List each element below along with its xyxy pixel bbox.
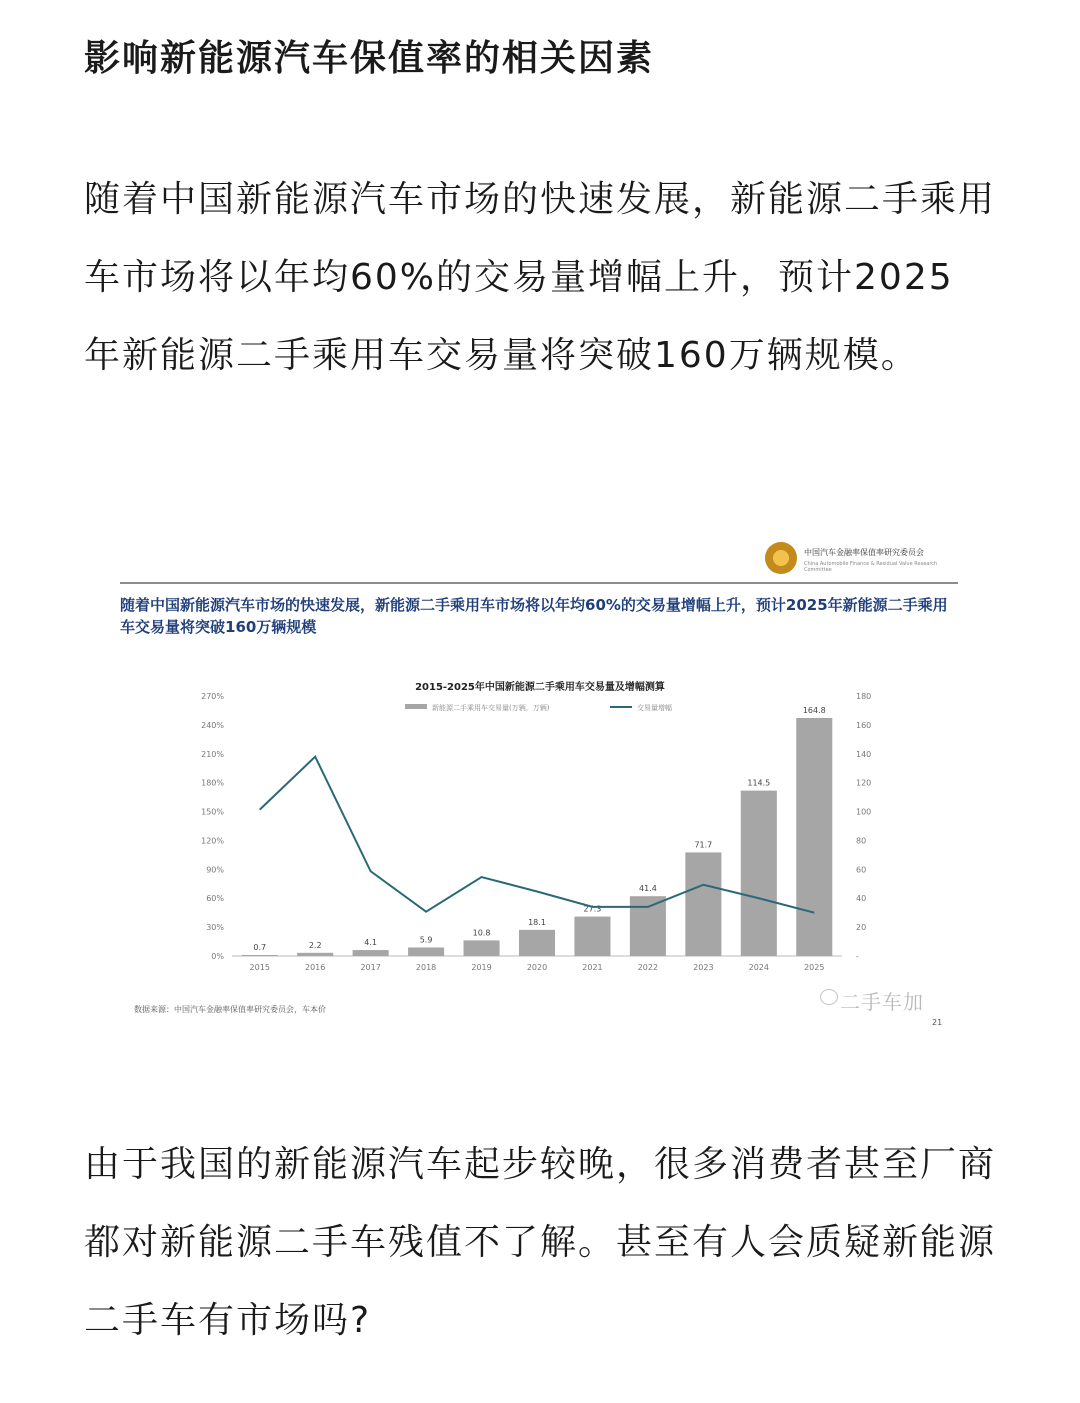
x-tick-label: 2024: [748, 963, 769, 972]
left-tick-label: 90%: [206, 865, 224, 875]
left-tick-label: 150%: [201, 807, 224, 817]
bar-value-label: 18.1: [528, 917, 546, 927]
x-tick-label: 2016: [305, 963, 326, 972]
bar: [574, 917, 610, 956]
left-axis-ticks: [201, 692, 224, 961]
left-tick-label: 60%: [206, 894, 224, 904]
right-tick-label: 80: [856, 836, 867, 846]
x-tick-label: 2017: [360, 963, 381, 972]
report-slide-image: [120, 530, 960, 1030]
chart-title: 2015-2025年中国新能源二手乘用车交易量及增幅测算: [415, 682, 665, 693]
article-paragraph-1: 随着中国新能源汽车市场的快速发展，新能源二手乘用车市场将以年均60%的交易量增幅上升，预计2025 年新能源二手乘用车交易量将突破160万辆规模。: [84, 179, 997, 376]
left-tick-label: 210%: [201, 749, 224, 759]
bar: [353, 950, 389, 956]
right-tick-label: 160: [856, 720, 872, 730]
bar-value-label: 5.9: [419, 935, 433, 945]
left-tick-label: 30%: [206, 923, 224, 933]
x-tick-label: 2018: [415, 963, 437, 972]
bar: [796, 718, 832, 956]
right-tick-label: 180: [856, 692, 872, 701]
bar-value-label: 41.4: [639, 884, 657, 894]
right-axis-ticks: [856, 692, 871, 961]
article-paragraph-2: 由于我国的新能源汽车起步较晚，很多消费者甚至厂商都对新能源二手车残值不了解。甚至有人会质疑新能源二手车有市场吗?: [84, 1144, 997, 1341]
bar-data-labels: [253, 706, 825, 952]
bar: [464, 940, 500, 956]
bar-value-label: 164.8: [802, 705, 826, 715]
growth-rate-line: [260, 757, 815, 913]
legend-bar-swatch: [405, 704, 427, 709]
right-tick-label: 40: [856, 894, 867, 904]
watermark: 二手车加: [840, 990, 924, 1014]
x-tick-label: 2015: [249, 963, 270, 972]
right-tick-label: 60: [856, 865, 867, 875]
x-tick-label: 2023: [693, 963, 714, 972]
bar-value-label: 4.1: [364, 938, 378, 948]
committee-seal-icon: [765, 542, 797, 574]
right-tick-label: 100: [856, 807, 872, 817]
x-axis-labels: [250, 963, 825, 972]
left-tick-label: 270%: [201, 692, 224, 701]
right-tick-label: 140: [856, 749, 872, 759]
bar-value-label: 2.2: [308, 940, 322, 950]
bar-value-label: 10.8: [472, 928, 491, 938]
x-tick-label: 2022: [637, 963, 659, 972]
x-tick-label: 2020: [526, 963, 548, 972]
right-tick-label: -: [856, 952, 859, 961]
x-tick-label: 2021: [582, 963, 603, 972]
left-tick-label: 0%: [211, 952, 224, 961]
x-tick-label: 2019: [471, 963, 492, 972]
bar-value-label: 114.5: [747, 778, 771, 788]
org-english-name: China Automobile Finance & Residual Value Research Committee: [804, 561, 938, 573]
left-tick-label: 120%: [201, 836, 224, 846]
legend-line-label: 交易量增幅: [637, 704, 672, 712]
org-name: 中国汽车金融率保值率研究委员会: [804, 548, 924, 557]
slide-page-number: 21: [932, 1018, 943, 1027]
trade-volume-chart: [120, 670, 960, 1000]
legend-bar-label: 新能源二手乘用车交易量(万辆，万辆): [432, 704, 550, 712]
bar-value-label: 0.7: [253, 942, 267, 952]
bar-value-label: 71.7: [694, 840, 713, 850]
bar: [242, 955, 278, 956]
article-heading: 影响新能源汽车保值率的相关因素: [84, 38, 655, 79]
bar: [630, 896, 666, 956]
left-tick-label: 180%: [201, 778, 224, 788]
bar: [519, 930, 555, 956]
data-source: 数据来源：中国汽车金融率保值率研究委员会，车本价: [134, 1005, 326, 1014]
bar: [297, 953, 333, 956]
bar-value-label: 27.3: [583, 904, 602, 914]
bar: [408, 947, 444, 956]
left-tick-label: 240%: [201, 720, 224, 730]
bar: [685, 852, 721, 956]
slide-divider: [120, 582, 958, 584]
bar: [741, 791, 777, 956]
wechat-icon: [820, 989, 838, 1005]
slide-headline: 随着中国新能源汽车市场的快速发展，新能源二手乘用车市场将以年均60%的交易量增幅上升，预计2025年新能源二手乘用车交易量将突破160万辆规模: [120, 596, 948, 636]
right-tick-label: 20: [856, 923, 867, 933]
right-tick-label: 120: [856, 778, 872, 788]
x-tick-label: 2025: [804, 963, 825, 972]
